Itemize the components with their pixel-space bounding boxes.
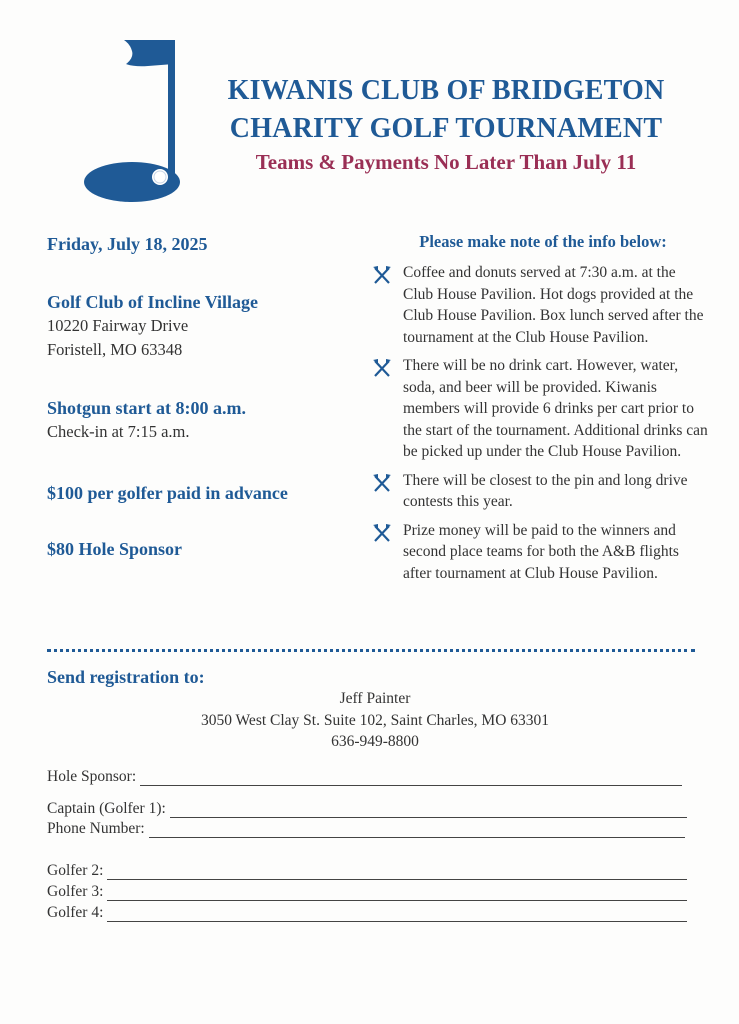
title-line-2: CHARITY GOLF TOURNAMENT — [229, 113, 663, 144]
deadline-subtitle: Teams & Payments No Later Than July 11 — [255, 150, 637, 174]
registration-address — [140, 688, 610, 753]
crossed-clubs-icon — [372, 358, 392, 378]
note-item — [372, 262, 708, 348]
golfer-2-row — [47, 862, 687, 880]
send-registration-label: Send registration to: — [47, 667, 205, 687]
hole-sponsor-row — [47, 768, 682, 786]
contact-name: Jeff Painter — [339, 690, 411, 707]
phone-label: Phone Number: — [47, 820, 145, 837]
notes-section — [372, 232, 708, 591]
hole-sponsor-line[interactable] — [140, 771, 682, 786]
phone-row — [47, 820, 685, 838]
hole-sponsor-price: $80 Hole Sponsor — [47, 539, 183, 559]
golfer-price: $100 per golfer paid in advance — [47, 483, 288, 503]
captain-line[interactable] — [170, 803, 687, 818]
crossed-clubs-icon — [372, 473, 392, 493]
venue-city: Foristell, MO 63348 — [47, 340, 183, 359]
contact-address: 3050 West Clay St. Suite 102, Saint Charles, MO 63301 — [200, 711, 550, 729]
golfer-2-line[interactable] — [107, 865, 687, 880]
start-time: Shotgun start at 8:00 a.m. — [47, 398, 247, 418]
golfer-4-line[interactable] — [107, 907, 687, 922]
golfer-3-row — [47, 883, 687, 901]
golfer-2-label: Golfer 2: — [47, 862, 104, 879]
captain-row — [47, 800, 687, 818]
venue-street: 10220 Fairway Drive — [47, 316, 189, 335]
title-line-1: KIWANIS CLUB OF BRIDGETON — [227, 75, 665, 106]
notes-heading: Please make note of the info below: — [419, 232, 667, 251]
note-text: There will be no drink cart. However, water, soda, and beer will be provided. Kiwanis members will provide 6 drinks per cart prior to the start of the tournament. Additional drinks can be picked up under the Club House Pavilion. — [403, 357, 708, 460]
dotted-divider — [47, 649, 695, 652]
page-title — [188, 72, 704, 148]
checkin-time: Check-in at 7:15 a.m. — [47, 422, 190, 441]
crossed-clubs-icon — [372, 265, 392, 285]
golfer-3-line[interactable] — [107, 886, 687, 901]
contact-phone: 636-949-8800 — [331, 733, 419, 750]
note-item — [372, 470, 708, 513]
note-item — [372, 355, 708, 463]
crossed-clubs-icon — [372, 523, 392, 543]
phone-line[interactable] — [149, 823, 685, 838]
event-date: Friday, July 18, 2025 — [47, 234, 208, 254]
event-details — [47, 232, 367, 561]
note-text: Prize money will be paid to the winners and second place teams for both the A&B flights after tournament at Club House Pavilion. — [403, 521, 679, 582]
venue-name: Golf Club of Incline Village — [47, 292, 259, 312]
note-text: There will be closest to the pin and long drive contests this year. — [403, 471, 688, 510]
hole-sponsor-label: Hole Sponsor: — [47, 768, 137, 785]
captain-label: Captain (Golfer 1): — [47, 800, 166, 817]
golfer-3-label: Golfer 3: — [47, 883, 104, 900]
golfer-4-row — [47, 904, 687, 922]
golf-flag-logo — [82, 36, 186, 208]
note-text: Coffee and donuts served at 7:30 a.m. at the Club House Pavilion. Hot dogs provided at the Club House Pavilion. Box lunch served after the tournament at the Club House Pavilion. — [403, 264, 704, 346]
golfer-4-label: Golfer 4: — [47, 904, 104, 921]
note-item — [372, 520, 708, 585]
